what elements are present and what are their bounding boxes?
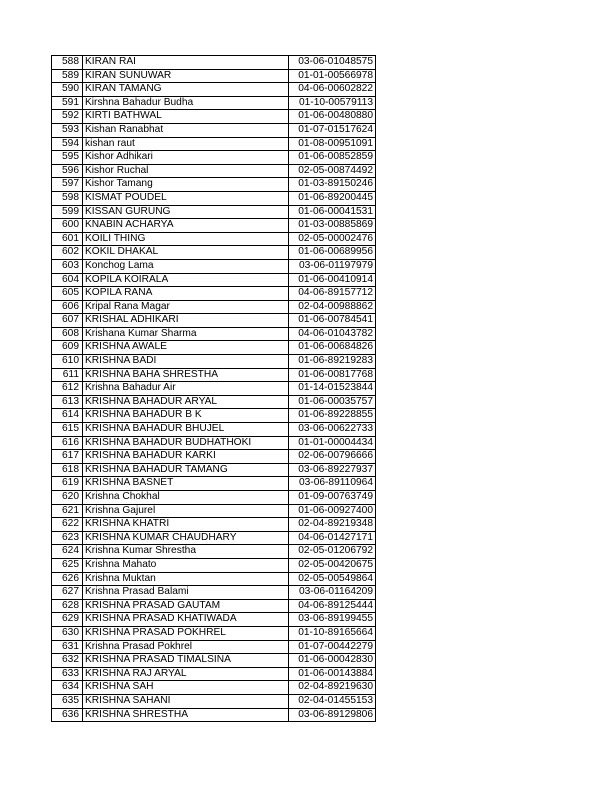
table-row	[52, 96, 376, 110]
code-cell: 02-05-00549864	[289, 572, 376, 586]
row-number-cell: 589	[52, 69, 83, 83]
code-cell: 02-04-89219630	[289, 681, 376, 695]
name-cell: KRISHNA BAHA SHRESTHA	[83, 368, 289, 382]
table-row	[52, 436, 376, 450]
row-number-cell: 625	[52, 558, 83, 572]
table-row	[52, 667, 376, 681]
table-row	[52, 382, 376, 396]
code-cell: 01-06-89219283	[289, 355, 376, 369]
row-number-cell: 588	[52, 56, 83, 70]
table-row	[52, 626, 376, 640]
row-number-cell: 591	[52, 96, 83, 110]
name-cell: KNABIN ACHARYA	[83, 219, 289, 233]
code-cell: 01-09-00763749	[289, 491, 376, 505]
row-number-cell: 605	[52, 287, 83, 301]
row-number-cell: 608	[52, 327, 83, 341]
row-number-cell: 623	[52, 531, 83, 545]
row-number-cell: 607	[52, 314, 83, 328]
row-number-cell: 619	[52, 477, 83, 491]
table-row	[52, 423, 376, 437]
row-number-cell: 597	[52, 178, 83, 192]
table-row	[52, 164, 376, 178]
row-number-cell: 611	[52, 368, 83, 382]
code-cell: 02-04-01455153	[289, 694, 376, 708]
code-cell: 04-06-01427171	[289, 531, 376, 545]
name-cell: Krishna Muktan	[83, 572, 289, 586]
table-row	[52, 259, 376, 273]
table-row	[52, 518, 376, 532]
row-number-cell: 618	[52, 463, 83, 477]
name-cell: kishan raut	[83, 137, 289, 151]
table-row	[52, 191, 376, 205]
name-cell: Krishna Bahadur Air	[83, 382, 289, 396]
name-cell: KRISHNA BAHADUR KARKI	[83, 450, 289, 464]
row-number-cell: 604	[52, 273, 83, 287]
code-cell: 01-01-00004434	[289, 436, 376, 450]
row-number-cell: 603	[52, 259, 83, 273]
table-row	[52, 491, 376, 505]
table-row	[52, 300, 376, 314]
name-cell: KOPILA KOIRALA	[83, 273, 289, 287]
row-number-cell: 628	[52, 599, 83, 613]
row-number-cell: 634	[52, 681, 83, 695]
row-number-cell: 594	[52, 137, 83, 151]
code-cell: 01-01-00566978	[289, 69, 376, 83]
row-number-cell: 632	[52, 654, 83, 668]
row-number-cell: 626	[52, 572, 83, 586]
code-cell: 04-06-89157712	[289, 287, 376, 301]
table-row	[52, 314, 376, 328]
table-row	[52, 178, 376, 192]
table-row	[52, 137, 376, 151]
table-row	[52, 246, 376, 260]
row-number-cell: 593	[52, 123, 83, 137]
row-number-cell: 601	[52, 232, 83, 246]
table-row	[52, 395, 376, 409]
code-cell: 01-06-00689956	[289, 246, 376, 260]
table-row	[52, 708, 376, 722]
name-cell: KISMAT POUDEL	[83, 191, 289, 205]
row-number-cell: 613	[52, 395, 83, 409]
name-cell: KRISHNA RAJ ARYAL	[83, 667, 289, 681]
row-number-cell: 592	[52, 110, 83, 124]
row-number-cell: 590	[52, 83, 83, 97]
code-cell: 01-06-00143884	[289, 667, 376, 681]
code-cell: 03-06-89227937	[289, 463, 376, 477]
code-cell: 01-03-89150246	[289, 178, 376, 192]
name-cell: KRISHNA BAHADUR ARYAL	[83, 395, 289, 409]
name-cell: KOILI THING	[83, 232, 289, 246]
name-cell: Krishna Mahato	[83, 558, 289, 572]
name-cell: KIRTI BATHWAL	[83, 110, 289, 124]
name-cell: KRISHNA SHRESTHA	[83, 708, 289, 722]
row-number-cell: 600	[52, 219, 83, 233]
code-cell: 01-10-00579113	[289, 96, 376, 110]
name-cell: KISSAN GURUNG	[83, 205, 289, 219]
code-cell: 01-06-00852859	[289, 151, 376, 165]
name-cell: KRISHNA BASNET	[83, 477, 289, 491]
table-row	[52, 219, 376, 233]
name-cell: KIRAN SUNUWAR	[83, 69, 289, 83]
table-row	[52, 640, 376, 654]
row-number-cell: 595	[52, 151, 83, 165]
code-cell: 02-05-00002476	[289, 232, 376, 246]
code-cell: 03-06-01197979	[289, 259, 376, 273]
code-cell: 01-03-00885869	[289, 219, 376, 233]
table-row	[52, 56, 376, 70]
code-cell: 01-06-00042830	[289, 654, 376, 668]
name-cell: KRISHNA PRASAD KHATIWADA	[83, 613, 289, 627]
name-cell: Kripal Rana Magar	[83, 300, 289, 314]
name-cell: KRISHNA BAHADUR BUDHATHOKI	[83, 436, 289, 450]
row-number-cell: 610	[52, 355, 83, 369]
row-number-cell: 598	[52, 191, 83, 205]
name-cell: KOPILA RANA	[83, 287, 289, 301]
name-cell: Krishna Gajurel	[83, 504, 289, 518]
row-number-cell: 599	[52, 205, 83, 219]
table-row	[52, 327, 376, 341]
code-cell: 03-06-01048575	[289, 56, 376, 70]
name-cell: KRISHAL ADHIKARI	[83, 314, 289, 328]
table-row	[52, 69, 376, 83]
row-number-cell: 617	[52, 450, 83, 464]
code-cell: 01-14-01523844	[289, 382, 376, 396]
name-cell: Kishor Ruchal	[83, 164, 289, 178]
row-number-cell: 614	[52, 409, 83, 423]
code-cell: 02-04-00988862	[289, 300, 376, 314]
row-number-cell: 631	[52, 640, 83, 654]
table-row	[52, 599, 376, 613]
code-cell: 01-06-89228855	[289, 409, 376, 423]
table-row	[52, 123, 376, 137]
name-cell: KRISHNA AWALE	[83, 341, 289, 355]
row-number-cell: 622	[52, 518, 83, 532]
row-number-cell: 635	[52, 694, 83, 708]
name-cell: KRISHNA KUMAR CHAUDHARY	[83, 531, 289, 545]
name-cell: Kishan Ranabhat	[83, 123, 289, 137]
table-row	[52, 287, 376, 301]
row-number-cell: 627	[52, 586, 83, 600]
code-cell: 03-06-00622733	[289, 423, 376, 437]
row-number-cell: 596	[52, 164, 83, 178]
records-table	[51, 55, 376, 722]
name-cell: KRISHNA BAHADUR B K	[83, 409, 289, 423]
code-cell: 01-06-89200445	[289, 191, 376, 205]
name-cell: KRISHNA PRASAD POKHREL	[83, 626, 289, 640]
name-cell: Konchog Lama	[83, 259, 289, 273]
code-cell: 01-07-00442279	[289, 640, 376, 654]
name-cell: Krishana Kumar Sharma	[83, 327, 289, 341]
row-number-cell: 616	[52, 436, 83, 450]
table-row	[52, 341, 376, 355]
code-cell: 01-06-00784541	[289, 314, 376, 328]
code-cell: 01-06-00035757	[289, 395, 376, 409]
row-number-cell: 609	[52, 341, 83, 355]
name-cell: Kishor Tamang	[83, 178, 289, 192]
table-row	[52, 694, 376, 708]
name-cell: KRISHNA KHATRI	[83, 518, 289, 532]
table-row	[52, 409, 376, 423]
name-cell: KRISHNA SAH	[83, 681, 289, 695]
row-number-cell: 620	[52, 491, 83, 505]
code-cell: 01-06-00041531	[289, 205, 376, 219]
code-cell: 02-05-00420675	[289, 558, 376, 572]
row-number-cell: 630	[52, 626, 83, 640]
name-cell: Krishna Prasad Balami	[83, 586, 289, 600]
code-cell: 02-05-00874492	[289, 164, 376, 178]
row-number-cell: 612	[52, 382, 83, 396]
name-cell: Kirshna Bahadur Budha	[83, 96, 289, 110]
table-row	[52, 355, 376, 369]
table-row	[52, 572, 376, 586]
table-row	[52, 450, 376, 464]
row-number-cell: 621	[52, 504, 83, 518]
name-cell: KRISHNA BAHADUR BHUJEL	[83, 423, 289, 437]
code-cell: 04-06-01043782	[289, 327, 376, 341]
table-row	[52, 681, 376, 695]
table-row	[52, 83, 376, 97]
name-cell: Kishor Adhikari	[83, 151, 289, 165]
row-number-cell: 606	[52, 300, 83, 314]
code-cell: 03-06-89110964	[289, 477, 376, 491]
code-cell: 04-06-89125444	[289, 599, 376, 613]
row-number-cell: 615	[52, 423, 83, 437]
table-row	[52, 205, 376, 219]
name-cell: KRISHNA PRASAD TIMALSINA	[83, 654, 289, 668]
table-row	[52, 531, 376, 545]
table-row	[52, 545, 376, 559]
row-number-cell: 624	[52, 545, 83, 559]
name-cell: KOKIL DHAKAL	[83, 246, 289, 260]
code-cell: 02-04-89219348	[289, 518, 376, 532]
records-table-body	[52, 56, 376, 722]
name-cell: Krishna Prasad Pokhrel	[83, 640, 289, 654]
code-cell: 02-06-00796666	[289, 450, 376, 464]
table-row	[52, 477, 376, 491]
table-row	[52, 463, 376, 477]
name-cell: Krishna Chokhal	[83, 491, 289, 505]
row-number-cell: 629	[52, 613, 83, 627]
name-cell: KRISHNA PRASAD GAUTAM	[83, 599, 289, 613]
code-cell: 01-06-00410914	[289, 273, 376, 287]
table-row	[52, 613, 376, 627]
table-row	[52, 504, 376, 518]
code-cell: 02-05-01206792	[289, 545, 376, 559]
code-cell: 01-06-00817768	[289, 368, 376, 382]
code-cell: 04-06-00602822	[289, 83, 376, 97]
table-row	[52, 558, 376, 572]
name-cell: KIRAN TAMANG	[83, 83, 289, 97]
row-number-cell: 636	[52, 708, 83, 722]
row-number-cell: 633	[52, 667, 83, 681]
name-cell: KRISHNA BAHADUR TAMANG	[83, 463, 289, 477]
table-row	[52, 232, 376, 246]
code-cell: 01-06-00684826	[289, 341, 376, 355]
code-cell: 03-06-89199455	[289, 613, 376, 627]
name-cell: Krishna Kumar Shrestha	[83, 545, 289, 559]
code-cell: 01-07-01517624	[289, 123, 376, 137]
code-cell: 03-06-89129806	[289, 708, 376, 722]
table-row	[52, 151, 376, 165]
table-row	[52, 110, 376, 124]
table-row	[52, 654, 376, 668]
table-row	[52, 273, 376, 287]
code-cell: 01-06-00927400	[289, 504, 376, 518]
name-cell: KIRAN RAI	[83, 56, 289, 70]
code-cell: 01-10-89165664	[289, 626, 376, 640]
table-row	[52, 586, 376, 600]
table-row	[52, 368, 376, 382]
code-cell: 01-06-00480880	[289, 110, 376, 124]
code-cell: 03-06-01164209	[289, 586, 376, 600]
row-number-cell: 602	[52, 246, 83, 260]
code-cell: 01-08-00951091	[289, 137, 376, 151]
name-cell: KRISHNA SAHANI	[83, 694, 289, 708]
name-cell: KRISHNA BADI	[83, 355, 289, 369]
